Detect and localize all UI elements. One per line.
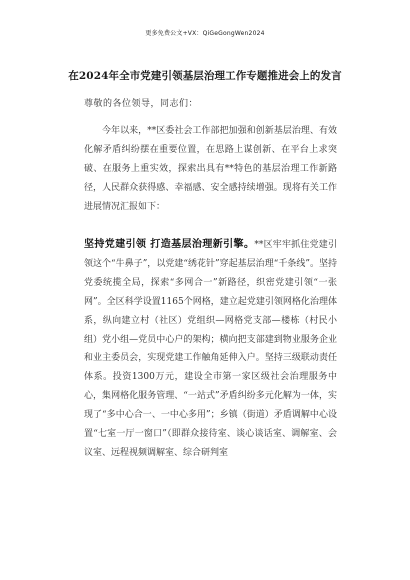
paragraph-intro-text: 今年以来，**区委社会工作部把加强和创新基层治理、有效化解矛盾纠纷摆在重要位置，在思路上谋创新、在平台上求突破、在服务上重实效，探索出具有**特色的基层治理工作新路径，人民群众获得感、幸福感、安全感持续增强。现将有关工作进展情况汇报如下： bbox=[84, 126, 337, 212]
paragraph-party-building-text: **区牢牢抓住党建引领这个“牛鼻子”，以党建“绣花针”穿起基层治理“千条线”。坚持党委统揽全局，探索“多网合一”新路径，织密党建引领“一张网”。全区科学设置1165个网格，建立起党建引领网格化治理体系，纵向建立村（社区）党组织—网格党支部—楼栋（村民小组）党小组—党员中心户的架构；横向把支部建到物业服务企业和业主委员会，实现党建工作触角延伸入户。坚持三级联动责任体系。投资1300万元，建设全市第一家区级社会治理服务中心，集网格化服务管理、“一站式”矛盾纠纷多元化解为一体，实现了“多中心合一、一中心多用”；乡镇（街道）矛盾调解中心设置“七室一厅一窗口”（即群众接待室、谈心谈话室、调解室、会议室、远程视频调解室、综合研判室 bbox=[84, 240, 337, 458]
paragraph-party-building bbox=[84, 236, 337, 463]
header-note: 更多免费公文+VX：QiGeGongWen2024 bbox=[145, 30, 265, 37]
paragraph-intro bbox=[84, 122, 337, 217]
salutation: 尊敬的各位领导，同志们： bbox=[84, 99, 199, 109]
document-title: 在2024年全市党建引领基层治理工作专题推进会上的发言 bbox=[68, 70, 342, 82]
paragraph-lead-heading: 坚持党建引领 打造基层治理新引擎。 bbox=[84, 239, 255, 250]
